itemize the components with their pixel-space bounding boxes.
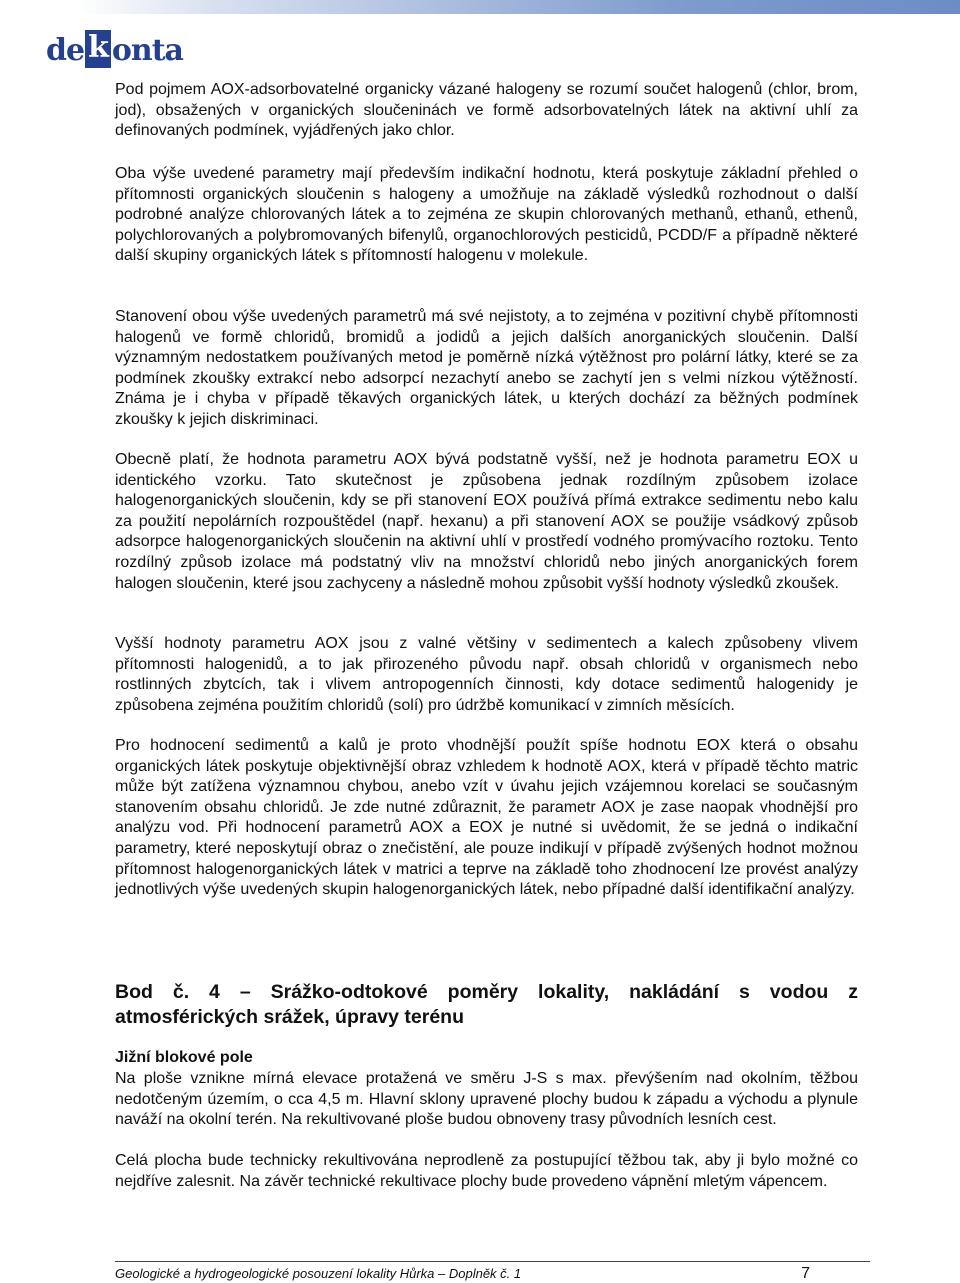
page-number: 7: [801, 1265, 810, 1282]
paragraph-aox-definition: Pod pojmem AOX-adsorbovatelné organicky vázané halogeny se rozumí součet halogenů (chlor, brom, jod), obsažených v organických sloučeninách ve formě adsorbovatelných látek na aktivní uhlí za definovaných podmínek, vyjádřených jako chlor.: [115, 81, 858, 140]
header-gradient-bar: [0, 0, 960, 14]
paragraph-aox-vs-eox: Obecně platí, že hodnota parametru AOX bývá podstatně vyšší, než je hodnota parametru EOX u identického vzorku. Tato skutečnost je způsobena jednak rozdílným způsobem izolace halogenorganických sloučenin, kdy se při stanovení EOX používá přímá extrakce sedimentu nebo kalu za použití nepolárních rozpouštědel (např. hexanu) a při stanovení AOX se použije vsádkový způsob adsorpce halogenorganických sloučenin na aktivní uhlí v prostředí vodného promývacího roztoku. Tento rozdílný způsob izolace má podstatný vliv na množství chloridů nebo jiných anorganických forem halogen sloučenin, které jsou zachyceny a následně mohou způsobit vyšší hodnoty výsledků zkoušek.: [115, 451, 858, 592]
paragraph-elevation: Na ploše vznikne mírná elevace protažená ve směru J-S s max. převýšením nad okolním, těžbou nedotčeným územím, o cca 4,5 m. Hlavní sklony upravené plochy budou k západu a východu a plynule naváží na okolní terén. Na rekultivované ploše budou obnoveny trasy původních lesních cest.: [115, 1070, 858, 1129]
paragraph-reclamation: Celá plocha bude technicky rekultivována neprodleně za postupující těžbou tak, aby ji bylo možné co nejdříve zalesnit. Na závěr technické rekultivace plochy bude provedeno vápnění mletým vápencem.: [115, 1152, 858, 1190]
paragraph-uncertainties: Stanovení obou výše uvedených parametrů má své nejistoty, a to zejména v pozitivní chybě přítomnosti halogenů ve formě chloridů, bromidů a jodidů a jejich dalších anorganických sloučenin. Další významným nedostatkem používaných metod je poměrně nízká výtěžnost pro polární látky, které se za podmínek zkoušky extrakcí nebo adsorpcí nezachytí anebo se zachytí jen s velmi nízkou výtěžností. Známa je i chyba v případě těkavých organických látek, u kterých dochází za běžných podmínek zkoušky k jejich diskriminaci.: [115, 308, 858, 428]
footer-divider: [115, 1261, 870, 1262]
section-heading: Bod č. 4 – Srážko-odtokové poměry lokality, nakládání s vodou z atmosférických srážek, úpravy terénu: [115, 981, 858, 1028]
paragraph-sediment-evaluation: Pro hodnocení sedimentů a kalů je proto vhodnější použít spíše hodnotu EOX která o obsahu organických látek poskytuje objektivnější obraz vzhledem k hodnotě AOX, která v případě těchto matric může být zatížena významnou chybou, anebo vzít v úvahu jejich vzájemnou korelaci se současným stanovením obsahu chloridů. Je zde nutné zdůraznit, že parametr AOX je zase naopak vhodnější pro analýzu vod. Při hodnocení parametrů AOX a EOX je nutné si uvědomit, že se jedná o indikační parametry, které neposkytují obraz o znečistění, ale pouze indikují v případě zvýšených hodnot možnou přítomnost halogenorganických látek v matrici a teprve na základě toho zhodnocení lze provést analýzy jednotlivých výše uvedených skupin halogenorganických látek, nebo případné další identifikační analýzy.: [115, 737, 858, 899]
subsection-heading: Jižní blokové pole: [115, 1049, 253, 1066]
company-logo: [46, 28, 183, 68]
paragraph-higher-aox-values: Vyšší hodnoty parametru AOX jsou z valné většiny v sedimentech a kalech způsobeny vlivem přítomnosti halogenidů, a to jak přirozeného původu např. obsah chloridů v organismech nebo rostlinných zbytcích, tak i vlivem antropogenních činnosti, kdy dotace sedimentů halogenidy je způsobena zejména použitím chloridů (solí) pro údržbě komunikací v zimních měsících.: [115, 635, 858, 714]
logo-text-end: onta: [111, 33, 183, 68]
logo-text-start: de: [46, 33, 85, 68]
logo-k-box: k: [85, 30, 111, 68]
footer-document-title: Geologické a hydrogeologické posouzení lokality Hůrka – Doplněk č. 1: [115, 1266, 522, 1281]
page-footer: [115, 1265, 810, 1283]
paragraph-indicative-value: Oba výše uvedené parametry mají především indikační hodnotu, která poskytuje základní přehled o přítomnosti organických sloučenin s halogeny a umožňuje na základě výsledků rozhodnout o další podrobné analýze chlorovaných látek a to zejména ze skupin chlorovaných methanů, ethanů, ethenů, polychlorovaných a polybromovaných bifenylů, organochlorových pesticidů, PCDD/F a případně některé další skupiny organických látek s přítomností halogenu v molekule.: [115, 165, 858, 265]
